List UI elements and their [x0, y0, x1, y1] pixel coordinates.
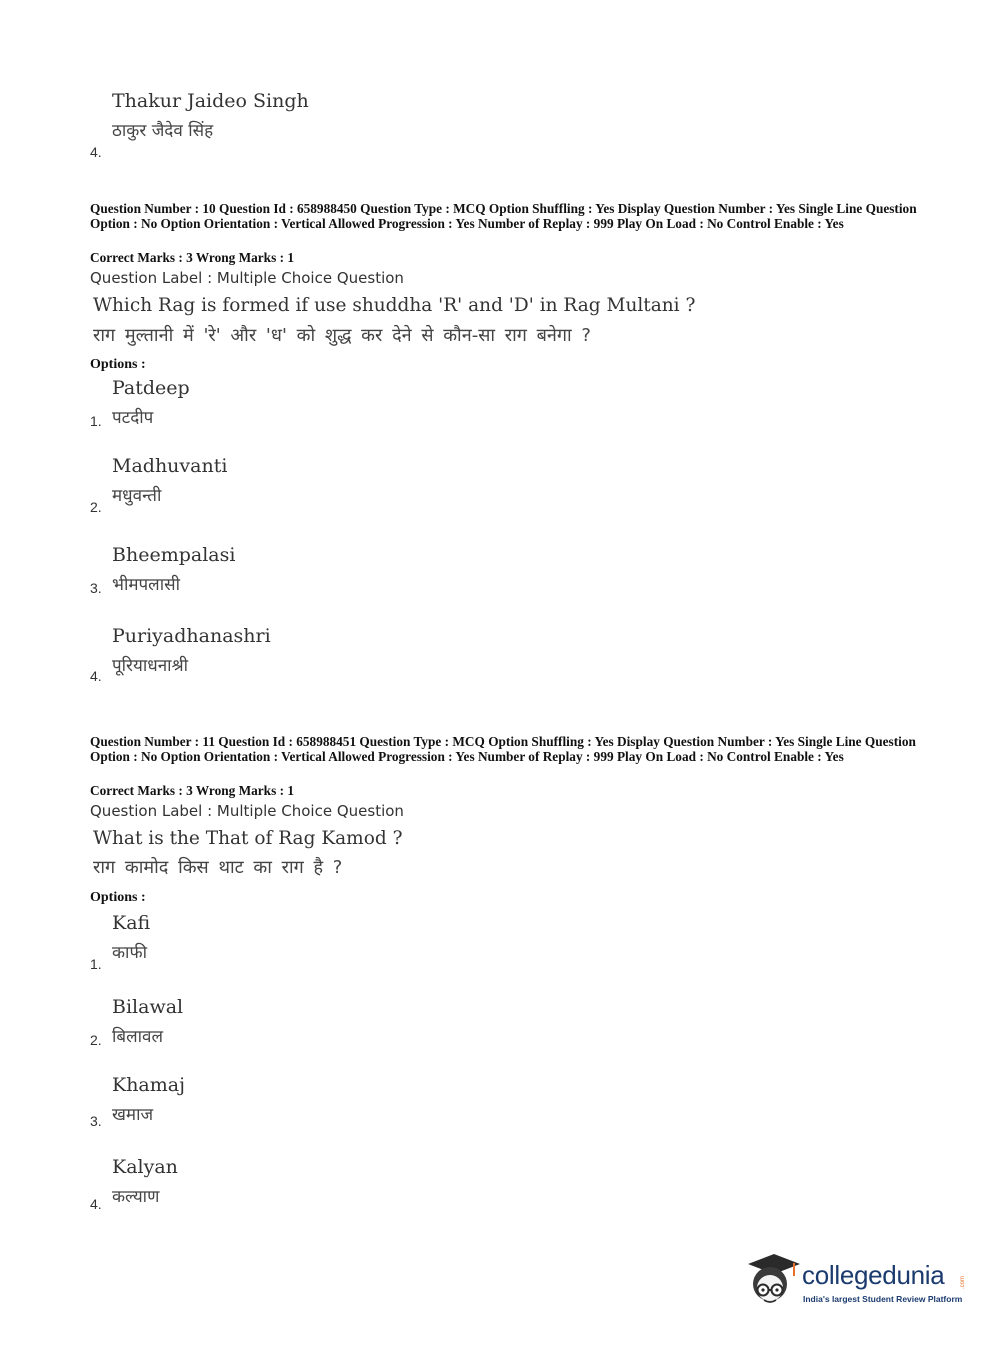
option-number: 4.: [90, 668, 102, 684]
option-number: 4.: [90, 144, 102, 160]
option-4[interactable]: [0, 1156, 700, 1212]
option-1[interactable]: [0, 912, 700, 972]
option-english: Patdeep: [112, 377, 190, 399]
option-english: Thakur Jaideo Singh: [112, 90, 309, 112]
question-text-hindi: राग मुल्तानी में 'रे' और 'ध' को शुद्ध कर देने से कौन-सा राग बनेगा ?: [93, 325, 591, 346]
option-hindi: खमाज: [112, 1105, 154, 1125]
option-2[interactable]: [0, 455, 700, 515]
option-3[interactable]: [0, 1074, 700, 1129]
option-english: Bheempalasi: [112, 544, 236, 566]
option-2[interactable]: [0, 996, 700, 1048]
option-1[interactable]: [0, 377, 700, 429]
option-hindi: भीमपलासी: [112, 575, 180, 595]
question-label: Question Label : Multiple Choice Question: [90, 802, 404, 820]
option-number: 3.: [90, 1113, 102, 1129]
logo-domain: .com: [960, 1276, 966, 1290]
option-hindi: पटदीप: [112, 408, 154, 428]
option-hindi: कल्याण: [112, 1187, 160, 1207]
option-hindi: ठाकुर जैदेव सिंह: [112, 121, 214, 141]
option-english: Khamaj: [112, 1074, 185, 1096]
option-english: Bilawal: [112, 996, 184, 1018]
option-english: Kalyan: [112, 1156, 178, 1178]
question-meta: Question Number : 10 Question Id : 658988450 Question Type : MCQ Option Shuffling : Yes Display Question Number : Yes Single Line Question Option : No Option Orientation : Vertical Allowed Progression : Yes Number of Replay : 999 Play On Load : No Control Enable : Yes: [90, 201, 917, 231]
option-number: 1.: [90, 413, 102, 429]
option-number: 1.: [90, 956, 102, 972]
option-4[interactable]: [0, 90, 700, 160]
question-text-hindi: राग कामोद किस थाट का राग है ?: [93, 857, 343, 878]
question-meta: Question Number : 11 Question Id : 658988451 Question Type : MCQ Option Shuffling : Yes Display Question Number : Yes Single Line Question Option : No Option Orientation : Vertical Allowed Progression : Yes Number of Replay : 999 Play On Load : No Control Enable : Yes: [90, 734, 916, 764]
option-number: 2.: [90, 1032, 102, 1048]
option-number: 3.: [90, 580, 102, 596]
option-number: 4.: [90, 1196, 102, 1212]
logo-tagline: India's largest Student Review Platform: [803, 1294, 963, 1304]
option-hindi: बिलावल: [112, 1027, 164, 1047]
question-text-english: What is the That of Rag Kamod ?: [93, 828, 403, 849]
mascot-icon: [742, 1248, 802, 1310]
logo-wordmark: collegedunia: [802, 1260, 945, 1290]
option-hindi: पूरियाधनाश्री: [112, 656, 189, 676]
option-number: 2.: [90, 499, 102, 515]
collegedunia-logo[interactable]: [742, 1248, 972, 1310]
options-heading: Options :: [90, 890, 146, 905]
option-3[interactable]: [0, 544, 700, 596]
option-4[interactable]: [0, 625, 700, 684]
question-label: Question Label : Multiple Choice Question: [90, 269, 404, 287]
options-heading: Options :: [90, 357, 146, 372]
question-marks: Correct Marks : 3 Wrong Marks : 1: [90, 783, 294, 798]
option-english: Kafi: [112, 912, 151, 934]
question-text-english: Which Rag is formed if use shuddha 'R' and 'D' in Rag Multani ?: [93, 295, 696, 316]
option-hindi: काफी: [112, 943, 147, 963]
option-english: Madhuvanti: [112, 455, 228, 477]
question-marks: Correct Marks : 3 Wrong Marks : 1: [90, 250, 294, 265]
option-english: Puriyadhanashri: [112, 625, 271, 647]
option-hindi: मधुवन्ती: [112, 486, 162, 506]
